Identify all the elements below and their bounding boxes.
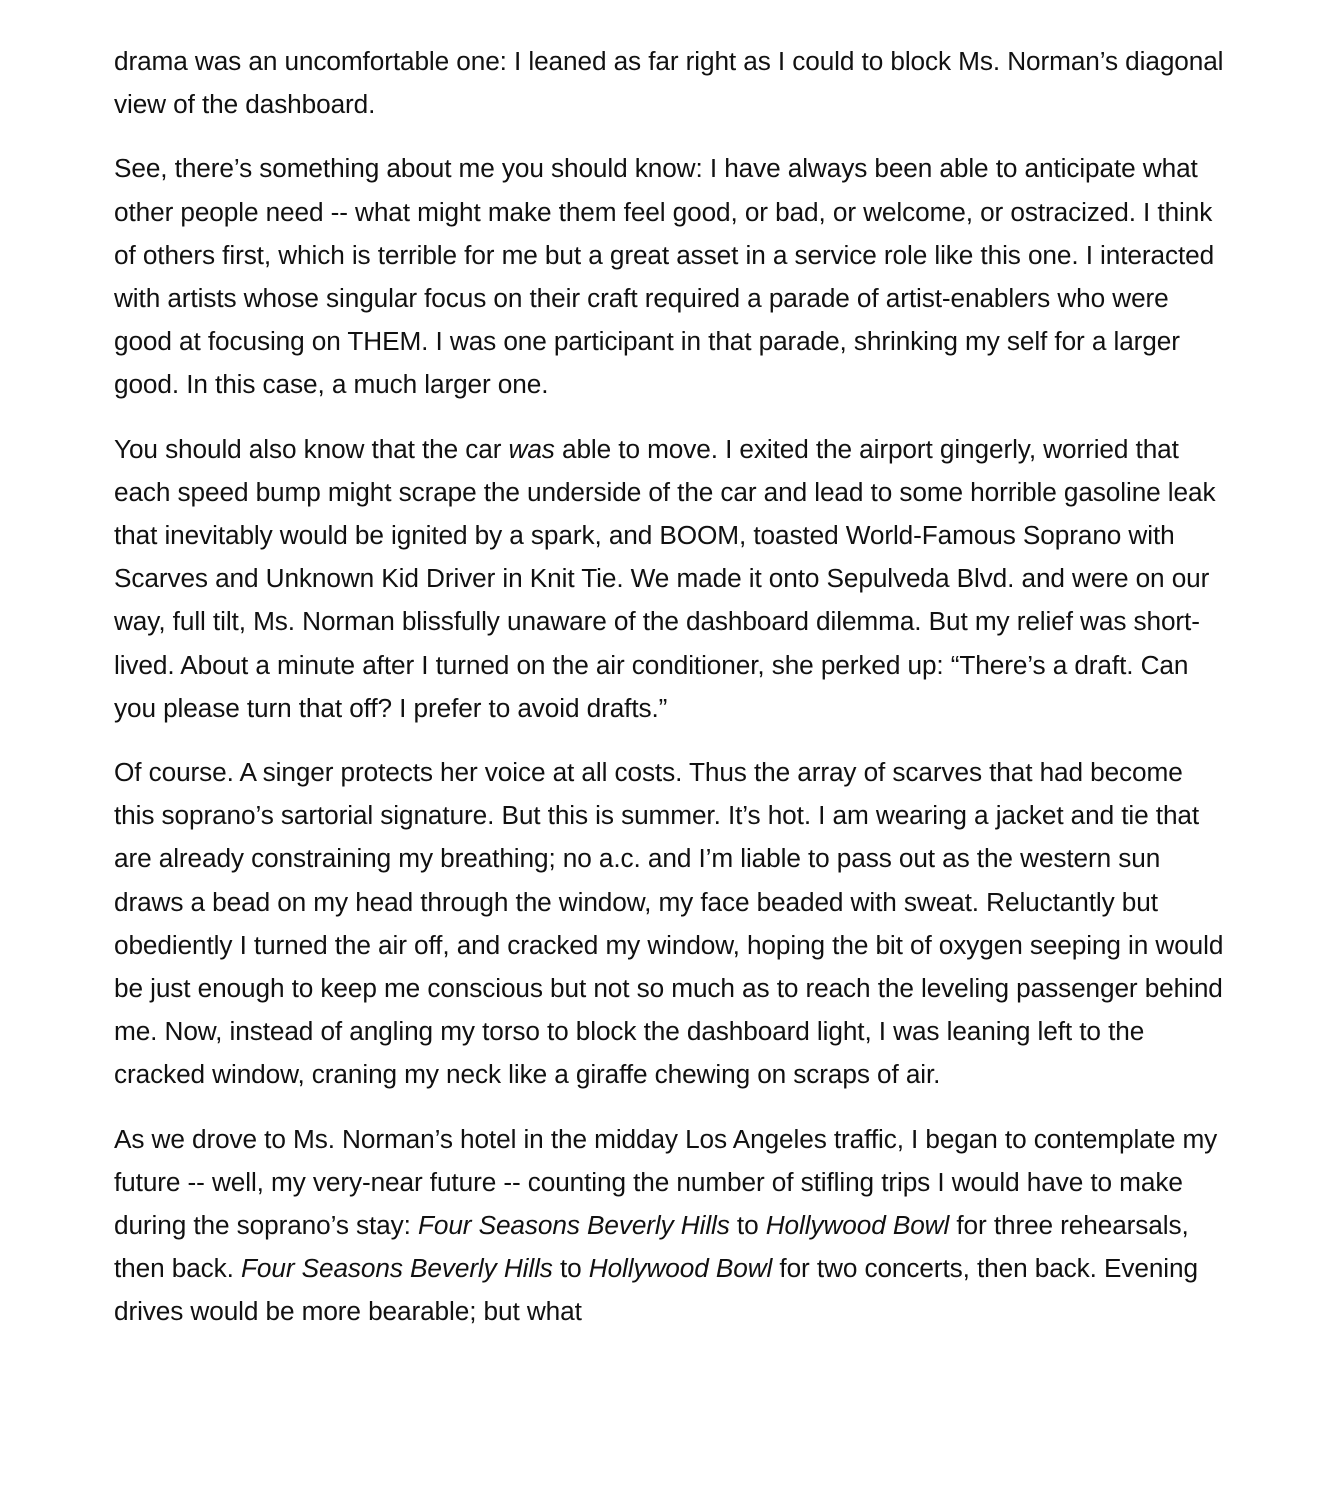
paragraph-1 xyxy=(114,40,1224,126)
italic-text-run: was xyxy=(508,433,555,464)
paragraph-3 xyxy=(114,428,1224,730)
paragraph-4 xyxy=(114,751,1224,1097)
text-run: See, there’s something about me you should know: I have always been able to anticipate what other people need -- what might make them feel good, or bad, or welcome, or ostracized. I think of others first, which is terrible for me but a great asset in a service role like this one. I interacted with artists whose singular focus on their craft required a parade of artist-enablers who were good at focusing on THEM. I was one participant in that parade, shrinking my self for a larger good. In this case, a much larger one. xyxy=(114,153,1215,400)
italic-text-run: Hollywood Bowl xyxy=(765,1210,950,1241)
text-run: to xyxy=(729,1210,766,1241)
italic-text-run: Four Seasons Beverly Hills xyxy=(241,1253,553,1284)
text-run: As we drove to Ms. Norman’s hotel in the midday Los Angeles traffic, I began to contemplate my future -- well, my very-near future -- counting the number of stifling trips I would have to make during the soprano’s stay: xyxy=(114,1123,1218,1241)
document-page xyxy=(114,40,1224,1334)
text-run: drama was an uncomfortable one: I leaned as far right as I could to block Ms. Norman’s diagonal view of the dashboard. xyxy=(114,46,1224,120)
text-run: to xyxy=(552,1253,589,1284)
italic-text-run: Four Seasons Beverly Hills xyxy=(417,1210,730,1241)
italic-text-run: Hollywood Bowl xyxy=(588,1253,773,1284)
text-run: for three rehearsals, then back. xyxy=(114,1210,1189,1284)
paragraph-5 xyxy=(114,1118,1224,1334)
text-run: You should also know that the car xyxy=(114,433,509,464)
text-run: able to move. I exited the airport gingerly, worried that each speed bump might scrape the underside of the car and lead to some horrible gasoline leak that inevitably would be ignited by a spark, and BOOM, toasted World-Famous Soprano with Scarves and Unknown Kid Driver in Knit Tie. We made it onto Sepulveda Blvd. and were on our way, full tilt, Ms. Norman blissfully unaware of the dashboard dilemma. But my relief was short-lived. About a minute after I turned on the air conditioner, she perked up: “There’s a draft. Can you please turn that off? I prefer to avoid drafts.” xyxy=(114,433,1216,723)
paragraph-2 xyxy=(114,147,1224,406)
text-run: Of course. A singer protects her voice at all costs. Thus the array of scarves that had become this soprano’s sartorial signature. But this is summer. It’s hot. I am wearing a jacket and tie that are already constraining my breathing; no a.c. and I’m liable to pass out as the western sun draws a bead on my head through the window, my face beaded with sweat. Reluctantly but obediently I turned the air off, and cracked my window, hoping the bit of oxygen seeping in would be just enough to keep me conscious but not so much as to reach the leveling passenger behind me. Now, instead of angling my torso to block the dashboard light, I was leaning left to the cracked window, craning my neck like a giraffe chewing on scraps of air. xyxy=(114,757,1224,1090)
text-run: for two concerts, then back. Evening drives would be more bearable; but what xyxy=(114,1253,1198,1327)
